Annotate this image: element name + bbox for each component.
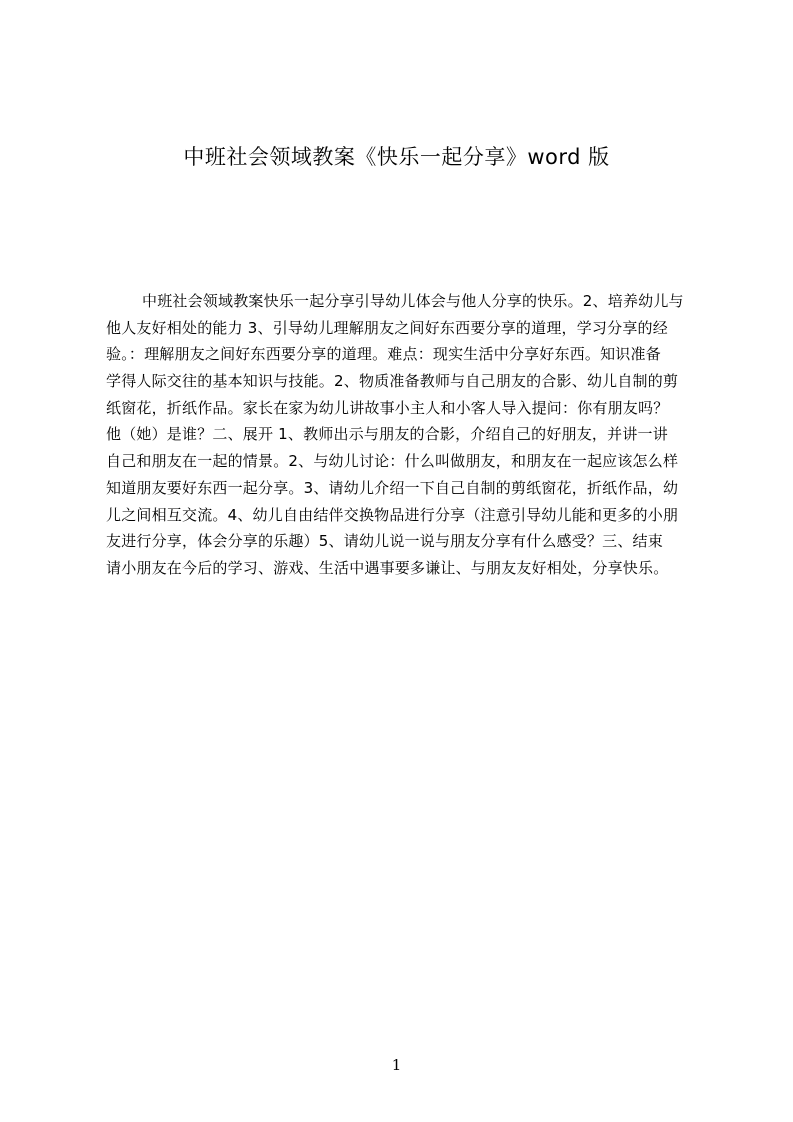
body-paragraph bbox=[106, 288, 698, 588]
paragraph-line: 中班社会领域教案快乐一起分享引导幼儿体会与他人分享的快乐。2、培养幼儿与 bbox=[142, 292, 684, 310]
paragraph-line: 他人友好相处的能力 3、引导幼儿理解朋友之间好东西要分享的道理，学习分享的经 bbox=[106, 318, 668, 337]
page-title: 中班社会领域教案《快乐一起分享》word 版 bbox=[183, 145, 610, 169]
paragraph-line: 儿之间相互交流。4、幼儿自由结伴交换物品进行分享（注意引导幼儿能和更多的小朋 bbox=[106, 505, 679, 524]
paragraph-line: 验。：理解朋友之间好东西要分享的道理。难点：现实生活中分享好东西。知识准备 bbox=[106, 345, 661, 364]
paragraph-line: 学得人际交往的基本知识与技能。2、物质准备教师与自己朋友的合影、幼儿自制的剪 bbox=[106, 372, 679, 391]
paragraph-line: 纸窗花，折纸作品。家长在家为幼儿讲故事小主人和小客人导入提问：你有朋友吗？ bbox=[106, 398, 669, 417]
paragraph-line: 自己和朋友在一起的情景。2、与幼儿讨论：什么叫做朋友，和朋友在一起应该怎么样 bbox=[106, 452, 679, 471]
paragraph-line: 友进行分享，体会分享的乐趣）5、请幼儿说一说与朋友分享有什么感受？三、结束 bbox=[106, 532, 663, 551]
paragraph-line: 知道朋友要好东西一起分享。3、请幼儿介绍一下自己自制的剪纸窗花，折纸作品，幼 bbox=[106, 478, 679, 497]
paragraph-line: 请小朋友在今后的学习、游戏、生活中遇事要多谦让、与朋友友好相处，分享快乐。 bbox=[106, 558, 669, 577]
page-number: 1 bbox=[391, 1056, 402, 1074]
paragraph-line: 他（她）是谁？二、展开 1、教师出示与朋友的合影，介绍自己的好朋友，并讲一讲 bbox=[106, 425, 668, 444]
